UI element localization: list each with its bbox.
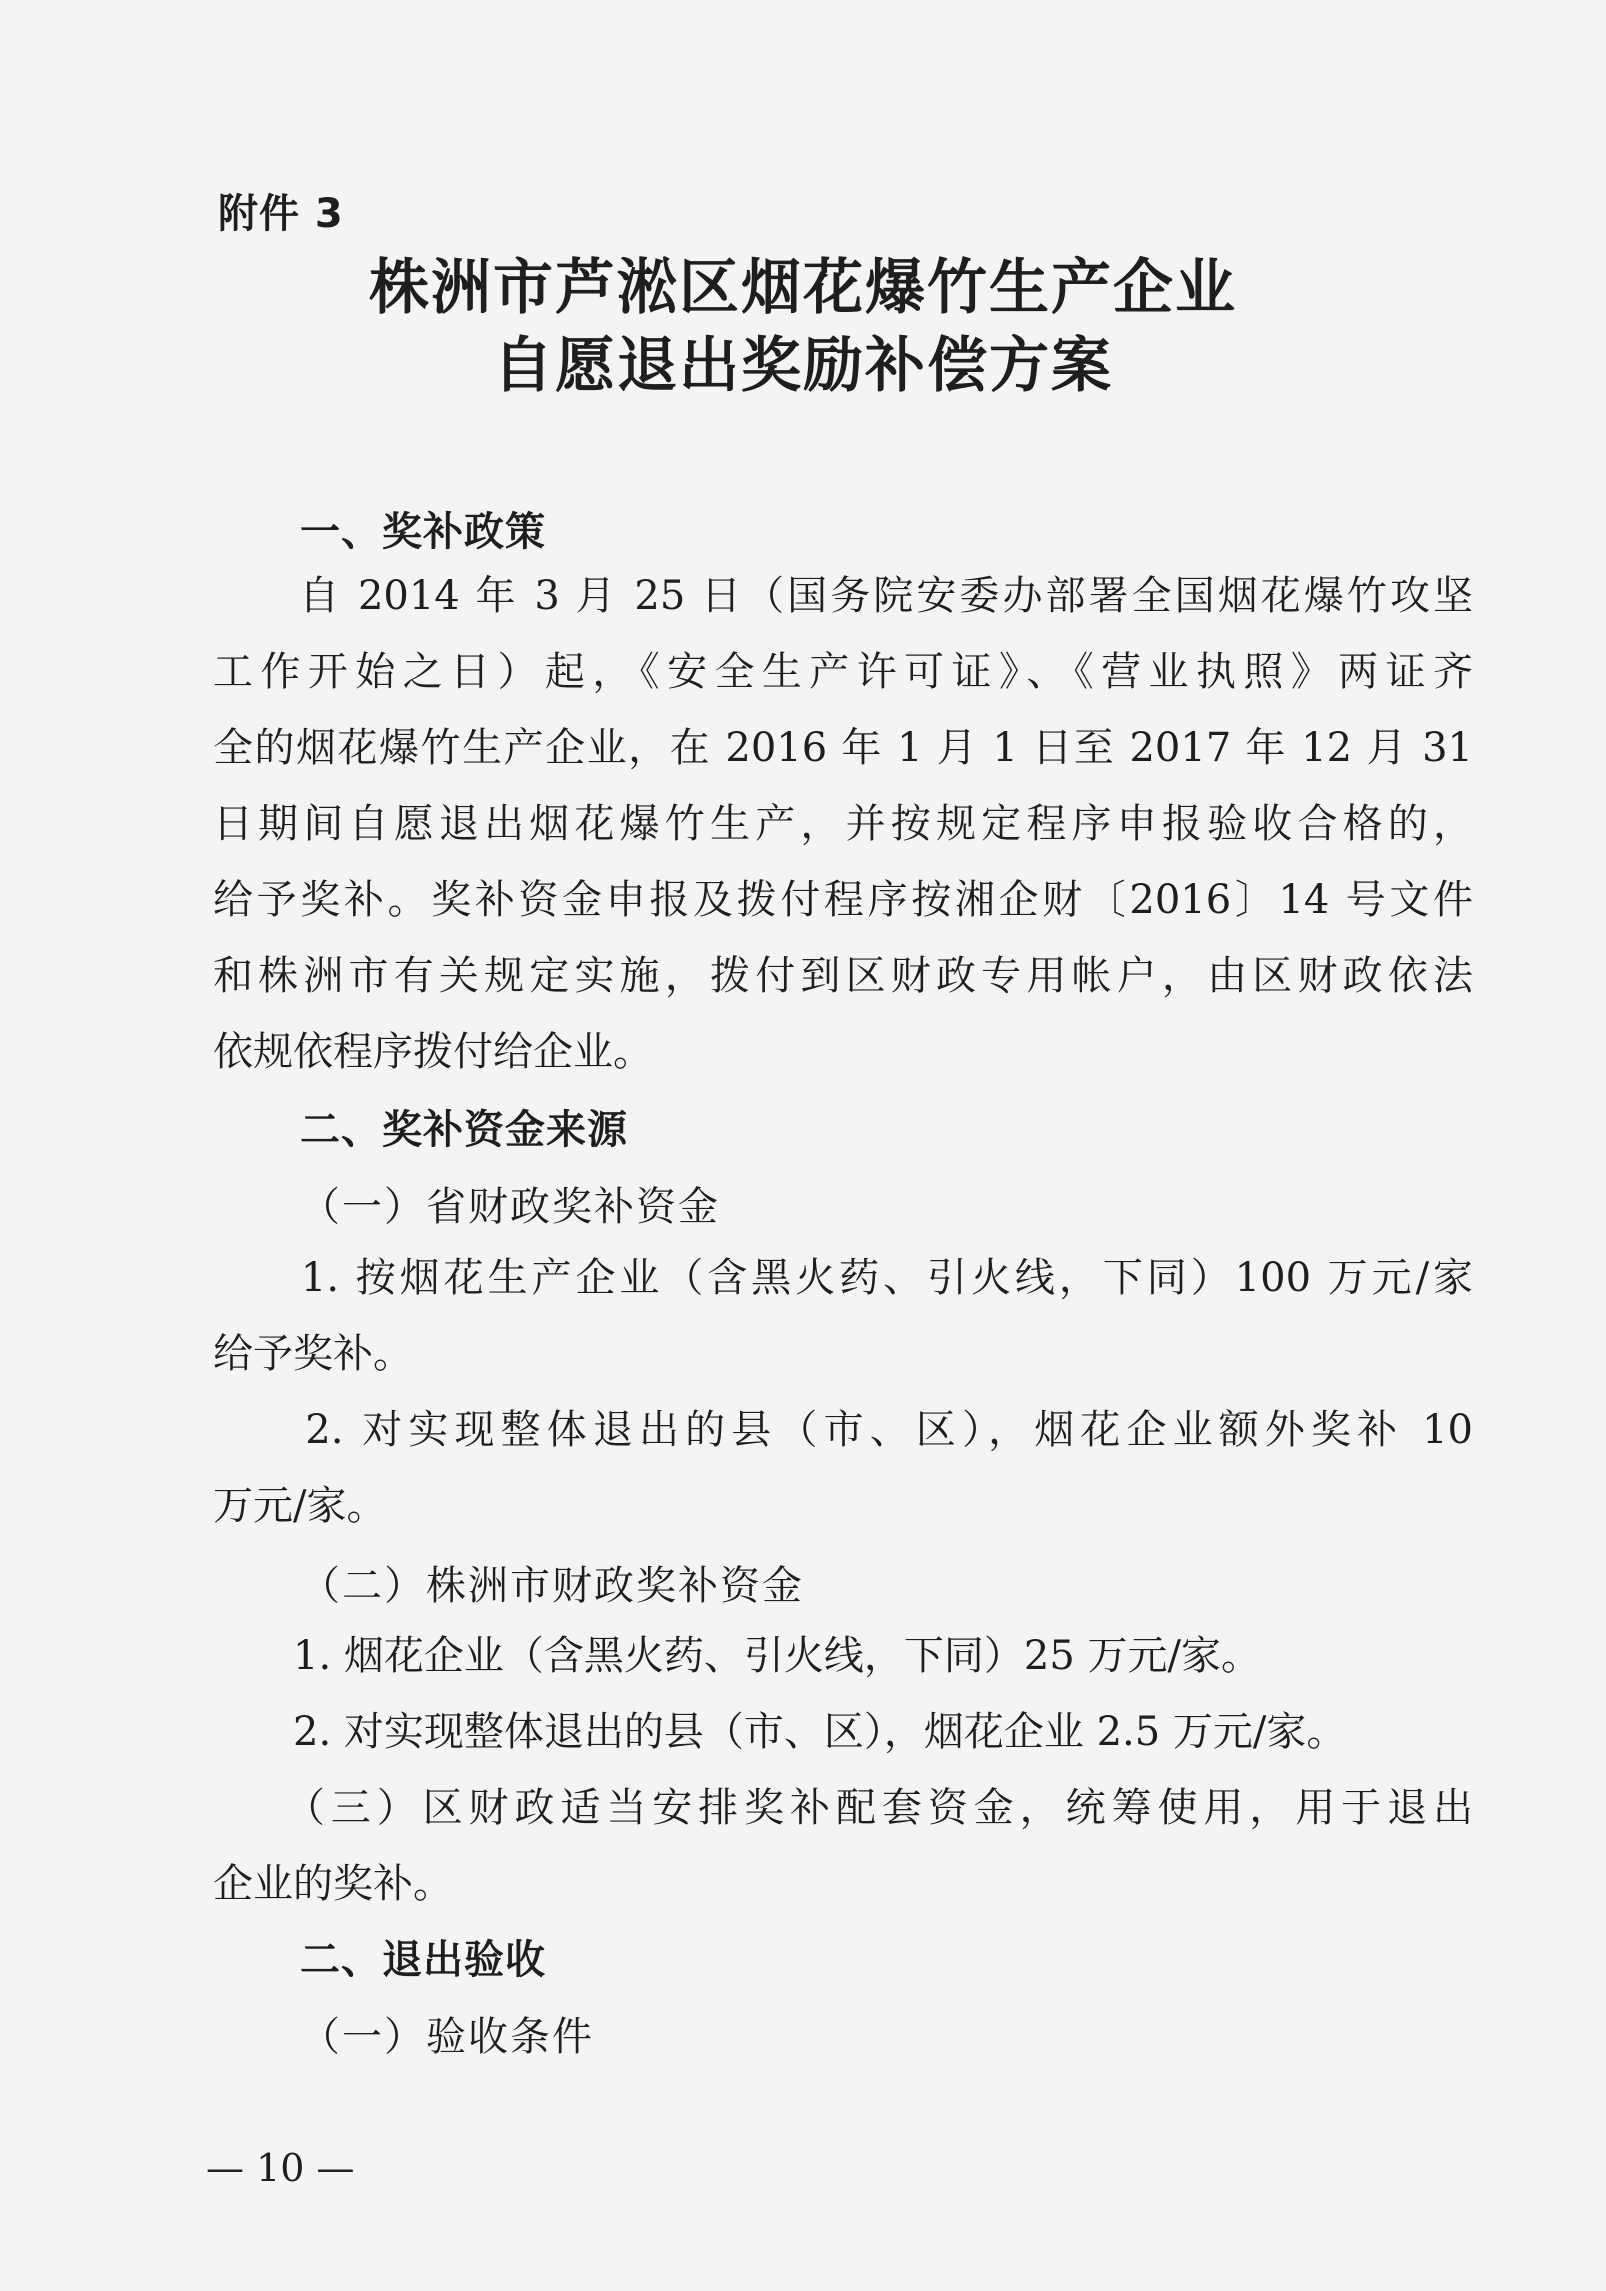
paragraph-line: （三）区财政适当安排奖补配套资金，统筹使用，用于退出 xyxy=(213,1785,1473,1831)
paragraph-line: 1. 烟花企业（含黑火药、引火线，下同）25 万元/家。 xyxy=(213,1633,1261,1679)
paragraph-line: 1. 按烟花生产企业（含黑火药、引火线，下同）100 万元/家 xyxy=(213,1255,1473,1301)
paragraph-line: 万元/家。 xyxy=(213,1483,387,1529)
paragraph-line: 日期间自愿退出烟花爆竹生产，并按规定程序申报验收合格的， xyxy=(213,801,1473,847)
section-3-heading: 二、退出验收 xyxy=(300,1937,546,1983)
title-line-1: 株洲市芦淞区烟花爆竹生产企业 xyxy=(369,253,1237,323)
paragraph-line: 和株洲市有关规定实施，拨付到区财政专用帐户，由区财政依法 xyxy=(213,953,1473,999)
paragraph-line: 2. 对实现整体退出的县（市、区），烟花企业额外奖补 10 xyxy=(213,1407,1473,1453)
paragraph-line: 自 2014 年 3 月 25 日（国务院安委办部署全国烟花爆竹攻坚 xyxy=(213,573,1473,619)
paragraph-line: 2. 对实现整体退出的县（市、区），烟花企业 2.5 万元/家。 xyxy=(213,1709,1347,1755)
title-line-2: 自愿退出奖励补偿方案 xyxy=(493,331,1113,401)
section-2-sub-2: （二）株洲市财政奖补资金 xyxy=(300,1563,804,1609)
paragraph-line: 企业的奖补。 xyxy=(213,1861,453,1907)
section-3-sub-1: （一）验收条件 xyxy=(300,2014,594,2060)
paragraph-line: 工作开始之日）起，《安全生产许可证》、《营业执照》两证齐 xyxy=(213,649,1473,695)
section-2-sub-1: （一）省财政奖补资金 xyxy=(300,1184,720,1230)
paragraph-line: 全的烟花爆竹生产企业，在 2016 年 1 月 1 日至 2017 年 12 月 31 xyxy=(213,725,1473,771)
attachment-label: 附件 3 xyxy=(218,191,344,237)
page-number: — 10 — xyxy=(206,2146,355,2190)
section-2-heading: 二、奖补资金来源 xyxy=(300,1107,628,1153)
paragraph-line: 依规依程序拨付给企业。 xyxy=(213,1029,653,1075)
paragraph-line: 给予奖补。 xyxy=(213,1331,413,1377)
paragraph-line: 给予奖补。奖补资金申报及拨付程序按湘企财〔2016〕14 号文件 xyxy=(213,877,1473,923)
section-1-heading: 一、奖补政策 xyxy=(300,509,546,555)
